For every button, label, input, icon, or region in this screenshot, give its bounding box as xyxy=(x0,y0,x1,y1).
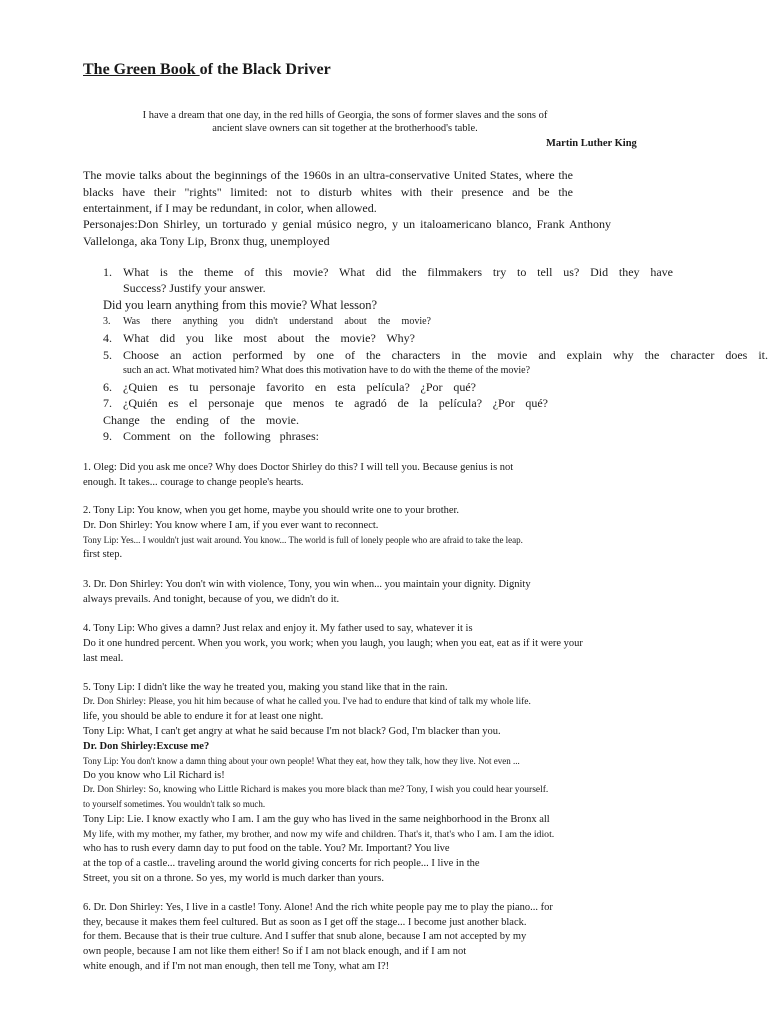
phrase-4-line-2: Do it one hundred percent. When you work, you work; when you laugh, you laugh; when you eat, eat as if it were your xyxy=(83,638,583,649)
phrase-5-line-9: to yourself sometimes. You wouldn't talk so much. xyxy=(83,799,266,809)
phrase-5-line-10: Tony Lip: Lie. I know exactly who I am. I am the guy who has lived in the same neighborhood in the Bronx all xyxy=(83,814,550,825)
question-6: 6. ¿Quien es tu personaje favorito en esta película? ¿Por qué? xyxy=(103,380,476,394)
phrase-5-line-14: Street, you sit on a throne. So yes, my world is much darker than yours. xyxy=(83,873,384,884)
phrase-5-line-12: who has to rush every damn day to put food on the table. You? Mr. Important? You live xyxy=(83,843,450,854)
title-underlined-part: The Green Book xyxy=(83,61,200,78)
phrase-5-line-6: Tony Lip: You don't know a damn thing about your own people! What they eat, how they talk, how they live. Not even ... xyxy=(83,756,520,766)
characters-line-2: Vallelonga, aka Tony Lip, Bronx thug, unemployed xyxy=(83,233,330,248)
phrase-4-line-3: last meal. xyxy=(83,653,124,664)
phrase-3-line-1: 3. Dr. Don Shirley: You don't win with violence, Tony, you win when... you maintain your dignity. Dignity xyxy=(83,579,531,590)
phrase-4-line-1: 4. Tony Lip: Who gives a damn? Just relax and enjoy it. My father used to say, whatever it is xyxy=(83,623,473,634)
question-2: Did you learn anything from this movie? What lesson? xyxy=(103,298,378,312)
phrase-5-line-1: 5. Tony Lip: I didn't like the way he treated you, making you stand like that in the rain. xyxy=(83,682,448,693)
page-title xyxy=(83,61,331,79)
quote-line-2: ancient slave owners can sit together at the brotherhood's table. xyxy=(212,123,478,134)
phrase-6-line-5: white enough, and if I'm not man enough, then tell me Tony, what am I?! xyxy=(83,961,390,972)
intro-paragraph xyxy=(83,167,573,217)
phrase-6-line-4: own people, because I am not like them either! So if I am not black enough, and if I am not xyxy=(83,946,467,957)
phrase-5-line-3: life, you should be able to endure it for at least one night. xyxy=(83,711,324,722)
title-rest: of the Black Driver xyxy=(199,61,331,78)
quote-line-1: I have a dream that one day, in the red hills of Georgia, the sons of former slaves and the sons of xyxy=(142,110,548,121)
phrase-3-line-2: always prevails. And tonight, because of you, we didn't do it. xyxy=(83,594,340,605)
question-7: 7. ¿Quién es el personaje que menos te agradó de la película? ¿Por qué? xyxy=(103,396,548,410)
phrase-5-line-5: Dr. Don Shirley:Excuse me? xyxy=(83,741,210,752)
question-5-continued: such an act. What motivated him? What does this motivation have to do with the theme of the movie? xyxy=(123,365,531,376)
epigraph-quote xyxy=(110,109,580,135)
phrase-6-line-3: for them. Because that is their true culture. And I suffer that snub alone, because I am not accepted by my xyxy=(83,931,527,942)
intro-line-1: The movie talks about the beginnings of the 1960s in an ultra-conservative United States, where the xyxy=(83,168,573,182)
characters-paragraph xyxy=(83,216,611,249)
phrase-2-line-3: Tony Lip: Yes... I wouldn't just wait around. You know... The world is full of lonely people who are afraid to take the leap. xyxy=(83,535,523,545)
intro-line-3: entertainment, if I may be redundant, in color, when allowed. xyxy=(83,201,377,215)
characters-line-1: Personajes:Don Shirley, un torturado y genial músico negro, y un italoamericano blanco, Frank Anthony xyxy=(83,217,611,231)
phrase-1-line-1: 1. Oleg: Did you ask me once? Why does Doctor Shirley do this? I will tell you. Because genius is not xyxy=(83,462,514,473)
phrase-6-line-2: they, because it makes them feel cultured. But as soon as I get off the stage... I become just another black. xyxy=(83,917,527,928)
question-1-continued: Success? Justify your answer. xyxy=(123,281,266,295)
quote-author: Martin Luther King xyxy=(546,138,637,149)
question-8: Change the ending of the movie. xyxy=(103,413,299,427)
phrase-5-line-8: Dr. Don Shirley: So, knowing who Little Richard is makes you more black than me? Tony, I wish you could hear yourself. xyxy=(83,785,549,795)
phrase-5-line-13: at the top of a castle... traveling around the world giving concerts for rich people... I live in the xyxy=(83,858,480,869)
phrase-5-line-2: Dr. Don Shirley: Please, you hit him because of what he called you. I've had to endure that kind of talk my whole life. xyxy=(83,697,531,707)
question-9: 9. Comment on the following phrases: xyxy=(103,429,319,443)
phrase-5-line-7: Do you know who Lil Richard is! xyxy=(83,770,225,781)
question-4: 4. What did you like most about the movie? Why? xyxy=(103,331,415,345)
phrase-6-line-1: 6. Dr. Don Shirley: Yes, I live in a castle! Tony. Alone! And the rich white people pay me to play the piano... for xyxy=(83,902,553,913)
phrase-2-line-1: 2. Tony Lip: You know, when you get home, maybe you should write one to your brother. xyxy=(83,505,460,516)
question-1: 1. What is the theme of this movie? What did the filmmakers try to tell us? Did they have xyxy=(103,265,673,279)
question-5: 5. Choose an action performed by one of the characters in the movie and explain why the character does it. xyxy=(103,348,768,362)
intro-line-2: blacks have their "rights" limited: not to disturb whites with their presence and be the xyxy=(83,184,573,199)
question-3: 3. Was there anything you didn't understand about the movie? xyxy=(103,316,431,327)
phrase-2-line-4: first step. xyxy=(83,549,123,560)
phrase-1-line-2: enough. It takes... courage to change people's hearts. xyxy=(83,477,304,488)
phrase-5-line-4: Tony Lip: What, I can't get angry at what he said because I'm not black? God, I'm blacker than you. xyxy=(83,726,501,737)
phrase-5-line-11: My life, with my mother, my father, my brother, and now my wife and children. That's it, that's who I am. I am the idiot. xyxy=(83,829,555,840)
phrase-2-line-2: Dr. Don Shirley: You know where I am, if you ever want to reconnect. xyxy=(83,520,379,531)
